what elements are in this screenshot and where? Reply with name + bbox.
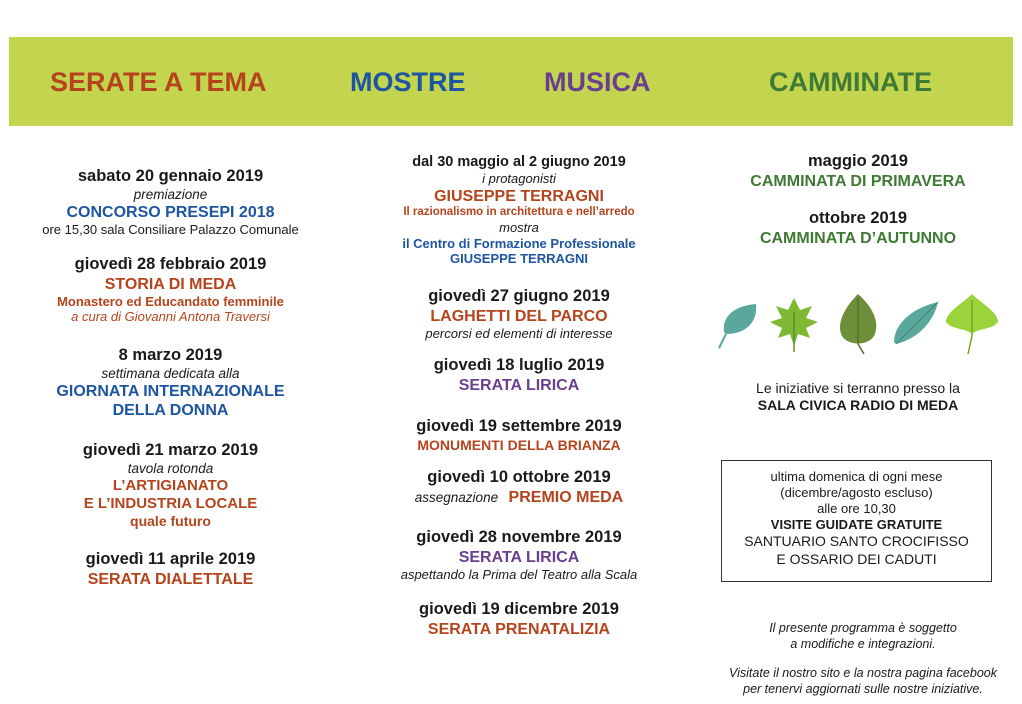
event-title: SERATA PRENATALIZIA [427,621,611,639]
event-terragni [360,154,678,267]
event-title: SERATA LIRICA [458,548,580,566]
venue-line-2: SALA CIVICA RADIO DI MEDA [757,396,959,413]
event-artigianato [15,441,326,530]
note-line-3: Visitate il nostro sito e la nostra pagina facebook [729,665,997,680]
event-note: ore 15,30 sala Consiliare Palazzo Comunale [42,222,299,238]
event-date: 8 marzo 2019 [118,345,223,364]
box-line-4: VISITE GUIDATE GRATUITE [770,517,943,533]
event-concorso-presepi [15,167,326,238]
event-pre: settimana dedicata alla [101,365,240,381]
venue-line-1: Le iniziative si terranno presso la [756,380,960,396]
event-organizer-1: il Centro di Formazione Professionale [402,235,636,251]
column-serate [15,167,326,589]
event-pre: premiazione [133,186,208,202]
event-date: giovedì 28 novembre 2019 [416,527,622,546]
event-title: CAMMINATA DI PRIMAVERA [750,172,966,190]
event-title: SERATA LIRICA [458,377,580,395]
box-line-5: SANTUARIO SANTO CROCIFISSO [744,533,969,550]
event-date: ottobre 2019 [808,208,908,227]
event-organizer-2: GIUSEPPE TERRAGNI [450,251,588,267]
event-title: STORIA DI MEDA [104,275,237,293]
event-camminata-autunno [713,209,1003,248]
event-subtitle: Il razionalismo in architettura e nell’arredo [403,206,635,219]
event-title: LAGHETTI DEL PARCO [430,307,608,325]
event-title: CONCORSO PRESEPI 2018 [66,203,275,221]
event-date: giovedì 10 ottobre 2019 [427,467,611,486]
box-line-3: alle ore 10,30 [817,501,896,517]
event-title: PREMIO MEDA [508,488,624,506]
teal-leaf-icon [719,304,756,348]
category-banner [9,37,1013,126]
event-title: CAMMINATA D’AUTUNNO [759,229,957,247]
event-laghetti [360,287,678,342]
event-note: percorsi ed elementi di interesse [425,325,613,341]
event-title: SERATA DIALETTALE [87,570,254,588]
event-date: giovedì 21 marzo 2019 [82,441,259,460]
event-monumenti [360,417,678,454]
note-line-4: per tenervi aggiornati sulle nostre iniziative. [743,681,983,696]
category-serate-a-tema: SERATE A TEMA [50,67,267,97]
note-line-2: a modifiche e integrazioni. [790,637,936,652]
note-line-1: Il presente programma è soggetto [769,621,957,635]
column-camminate [713,152,1003,248]
event-title-line-3: quale futuro [130,513,211,530]
event-pre: tavola rotonda [127,461,214,477]
event-storia-di-meda [15,255,326,325]
event-date: giovedì 19 dicembre 2019 [419,600,619,619]
event-camminata-primavera [713,152,1003,191]
event-date: giovedì 19 settembre 2019 [416,417,622,436]
event-serata-prenatalizia [360,600,678,639]
event-date: giovedì 27 giugno 2019 [428,286,610,305]
event-date: giovedì 18 luglio 2019 [433,356,605,375]
event-date: maggio 2019 [808,152,908,170]
event-title-line-1: GIORNATA INTERNAZIONALE [56,382,285,400]
box-line-6: E OSSARIO DEI CADUTI [776,550,937,567]
guided-visits-box [721,460,992,582]
category-mostre: MOSTRE [350,67,466,97]
birch-leaf-icon [840,294,876,354]
category-camminate: CAMMINATE [769,67,932,97]
event-curator: a cura di Giovanni Antona Traversi [71,309,270,325]
event-subtitle: Monastero ed Educandato femminile [57,293,284,309]
event-serata-lirica-luglio [360,356,678,395]
column-mostre-musica [360,154,678,639]
event-pre: i protagonisti [482,171,556,187]
event-giornata-donna [15,346,326,420]
event-date: dal 30 maggio al 2 giugno 2019 [412,154,626,170]
maple-leaf-icon [770,298,818,352]
event-date: giovedì 11 aprile 2019 [85,550,256,569]
event-serata-lirica-novembre [360,528,678,583]
event-pre: assegnazione [414,489,499,505]
event-title-line-2: DELLA DONNA [112,402,229,420]
footer-notes [713,620,1013,697]
event-pre-2: mostra [499,219,539,235]
event-title-line-2: E L’INDUSTRIA LOCALE [83,495,258,513]
event-note: aspettando la Prima del Teatro alla Scala [400,566,638,582]
box-line-2: (dicembre/agosto escluso) [780,485,933,501]
venue-info [713,380,1003,414]
event-title: GIUSEPPE TERRAGNI [434,187,604,205]
event-title: MONUMENTI DELLA BRIANZA [417,437,621,454]
event-date: sabato 20 gennaio 2019 [77,167,264,185]
event-premio-meda [360,468,678,507]
box-line-1: ultima domenica di ogni mese [770,469,943,484]
willow-leaf-icon [894,302,938,344]
event-award-line [360,488,678,507]
leaves-illustration [716,290,1002,356]
category-musica: MUSICA [544,67,651,97]
event-title-line-1: L’ARTIGIANATO [112,477,229,495]
event-date: giovedì 28 febbraio 2019 [74,254,267,273]
tilia-leaf-icon [946,294,998,354]
event-serata-dialettale [15,550,326,589]
